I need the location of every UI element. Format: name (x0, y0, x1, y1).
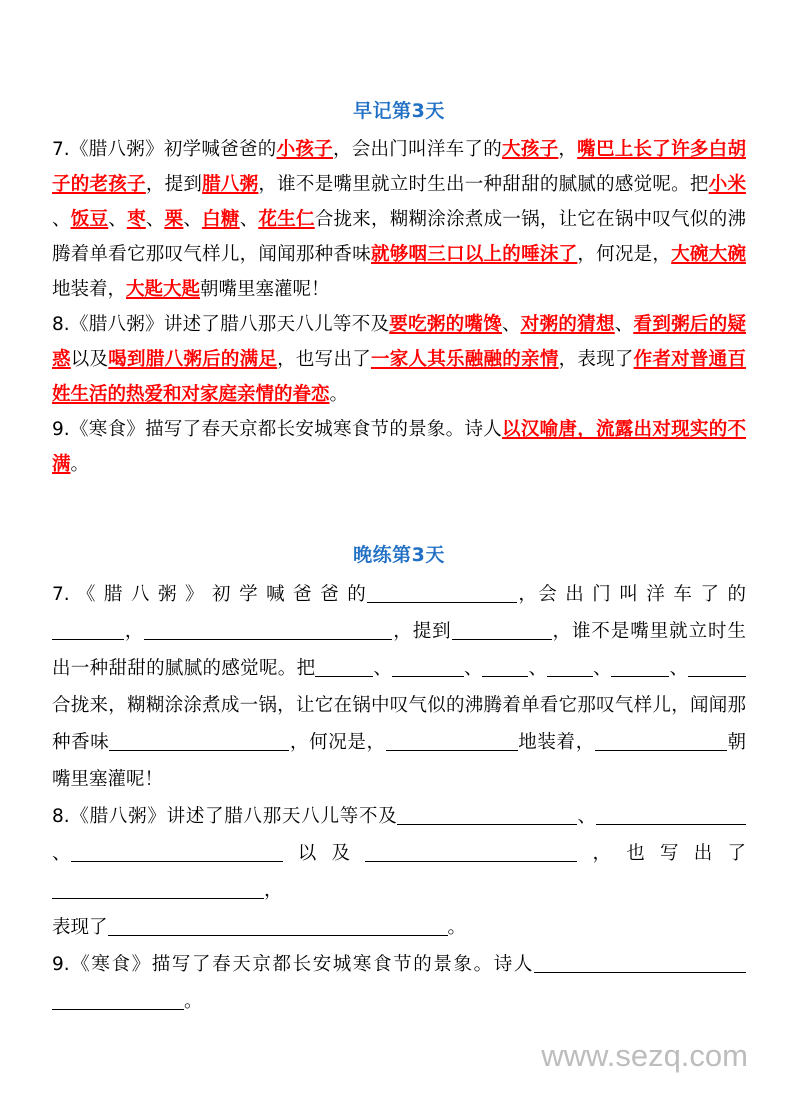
fill-blank[interactable] (52, 989, 184, 1010)
q7-sep-4: 、 (183, 209, 202, 230)
eq7-text-6: 合拢来，糊糊涂涂煮成一锅，让它在锅中叹气似的沸腾着单看它那叹气样儿，闻闻那种香味 (52, 695, 746, 753)
fill-blank[interactable] (367, 582, 517, 603)
q7-answer-8: 栗 (164, 209, 184, 230)
fill-blank[interactable] (144, 619, 392, 640)
q7-answer-3: 嘴巴上长了许多白胡子的老孩子 (52, 139, 746, 195)
q7-text-6: 合拢来，糊糊涂涂煮成一锅，让它在锅中叹气似的沸腾着单看它那叹气样儿，闻闻那种香味 (52, 209, 746, 265)
q8-text-3: ，也写出了 (277, 349, 371, 370)
q8-sep-1: 、 (502, 314, 521, 335)
eq8-text-3: ，也写出了 (577, 843, 746, 864)
evening-question-7 (52, 576, 746, 798)
q7-text-8: 地装着， (52, 279, 127, 300)
site-watermark: www.sezq.com (541, 1038, 748, 1073)
morning-question-7 (52, 132, 746, 307)
question-number: 8. (52, 806, 70, 827)
fill-blank[interactable] (397, 804, 577, 825)
q7-answer-12: 大碗大碗 (671, 244, 746, 265)
fill-blank[interactable] (688, 656, 746, 677)
q7-sep-5: 、 (239, 209, 259, 230)
eq7-text-9: 朝嘴里塞灌呢！ (52, 732, 746, 790)
morning-question-9 (52, 412, 746, 482)
q7-answer-1: 小孩子 (276, 139, 333, 160)
fill-blank[interactable] (71, 841, 283, 862)
eq8-text-6: 。 (447, 917, 467, 938)
eq7-text-2: ，会 出 门 叫 洋 车 了 的 (517, 584, 746, 605)
fill-blank[interactable] (596, 804, 746, 825)
q8-sep-2: 、 (614, 314, 634, 335)
q7-answer-10: 花生仁 (258, 209, 315, 230)
eq7-sep-4: 、 (592, 658, 612, 679)
q7-text-3: ， (558, 139, 578, 160)
q7-sep-2: 、 (108, 209, 127, 230)
document-content (52, 96, 746, 1020)
q8-answer-4: 喝到腊八粥后的满足 (108, 349, 278, 370)
eq7-text-8: 地装着， (517, 732, 595, 753)
question-number: 8. (52, 314, 70, 335)
fill-blank[interactable] (108, 915, 448, 936)
fill-blank[interactable] (534, 952, 746, 973)
q7-text-9: 朝嘴里塞灌呢！ (200, 279, 330, 300)
evening-question-8 (52, 798, 746, 946)
q7-answer-11: 就够咽三口以上的唾沫了 (370, 244, 578, 265)
q8-answer-6: 作者对普通百姓生活的热爱和对家庭亲情的眷恋 (52, 349, 746, 405)
q8-text-2: 以及 (70, 349, 109, 370)
question-number: 9. (52, 954, 70, 975)
q7-answer-5: 小米 (708, 174, 746, 195)
fill-blank[interactable] (392, 656, 464, 677)
evening-section-title: 晚练第3天 (353, 544, 445, 566)
fill-blank[interactable] (109, 730, 289, 751)
q8-answer-1: 要吃粥的嘴馋 (389, 314, 503, 335)
eq8-text-4: ， (264, 880, 283, 901)
q7-answer-7: 枣 (126, 209, 146, 230)
eq7-sep-5: 、 (669, 658, 688, 679)
eq7-sep-1: 、 (373, 658, 392, 679)
question-number: 7. (52, 584, 70, 605)
q9-text-2: 。 (70, 454, 90, 475)
q7-text-4: ，提到 (145, 174, 203, 195)
eq9-text-2: 。 (184, 991, 203, 1012)
q7-answer-6: 饭豆 (70, 209, 109, 230)
q7-sep-1: 、 (52, 209, 71, 230)
eq7-text-7: ，何况是， (289, 732, 386, 753)
evening-exercise-block (52, 576, 746, 1020)
q7-sep-3: 、 (145, 209, 165, 230)
fill-blank[interactable] (595, 730, 727, 751)
fill-blank[interactable] (315, 656, 373, 677)
eq9-text-1: 《寒食》描写了春天京都长安城寒食节的景象。诗人 (69, 954, 534, 975)
eq7-sep-3: 、 (528, 658, 547, 679)
eq7-text-1: 《 腊 八 粥 》 初 学 喊 爸 爸 的 (76, 584, 368, 605)
evening-question-9 (52, 946, 746, 1020)
q9-text-1: 《寒食》描写了春天京都长安城寒食节的景象。诗人 (69, 419, 503, 440)
q7-answer-9: 白糖 (201, 209, 240, 230)
morning-section-title: 早记第3天 (353, 100, 445, 122)
morning-question-8 (52, 307, 746, 412)
fill-blank[interactable] (365, 841, 577, 862)
fill-blank[interactable] (611, 656, 669, 677)
eq8-text-2: 以及 (282, 843, 366, 864)
eq8-text-5: 表现了 (52, 917, 108, 938)
fill-blank[interactable] (52, 619, 124, 640)
q7-text-2: ，会出门叫洋车了的 (332, 139, 503, 160)
eq7-text-4: ，提到 (392, 621, 452, 642)
eq8-sep-1: 、 (577, 806, 596, 827)
q8-text-4: ，表现了 (558, 349, 634, 370)
fill-blank[interactable] (52, 878, 264, 899)
eq8-sep-2: 、 (52, 843, 71, 864)
eq8-text-1: 《腊八粥》讲述了腊八那天八儿等不及 (69, 806, 398, 827)
q7-answer-13: 大匙大匙 (126, 279, 201, 300)
q8-text-1: 《腊八粥》讲述了腊八那天八儿等不及 (69, 314, 390, 335)
section-spacer (52, 482, 746, 540)
q7-text-1: 《腊八粥》初学喊爸爸的 (69, 139, 277, 160)
q8-answer-5: 一家人其乐融融的亲情 (370, 349, 559, 370)
q7-answer-4: 腊八粥 (202, 174, 259, 195)
q7-text-5: ，谁不是嘴里就立时生出一种甜甜的腻腻的感觉呢。把 (258, 174, 709, 195)
q7-answer-2: 大孩子 (502, 139, 559, 160)
q9-answer-1: 以汉喻唐，流露出对现实的不满 (52, 419, 746, 475)
fill-blank[interactable] (452, 619, 552, 640)
eq7-text-3: ， (124, 621, 145, 642)
fill-blank[interactable] (482, 656, 528, 677)
q7-text-7: ，何况是， (577, 244, 672, 265)
eq7-sep-2: 、 (463, 658, 483, 679)
eq7-text-5: ，谁不是嘴里就立时生出一种甜甜的腻腻的感觉呢。把 (52, 621, 746, 679)
q8-answer-2: 对粥的猜想 (520, 314, 615, 335)
fill-blank[interactable] (547, 656, 593, 677)
fill-blank[interactable] (386, 730, 518, 751)
q8-answer-3: 看到粥后的疑惑 (52, 314, 746, 370)
question-number: 7. (52, 139, 70, 160)
question-number: 9. (52, 419, 70, 440)
q8-text-5: 。 (329, 384, 349, 405)
